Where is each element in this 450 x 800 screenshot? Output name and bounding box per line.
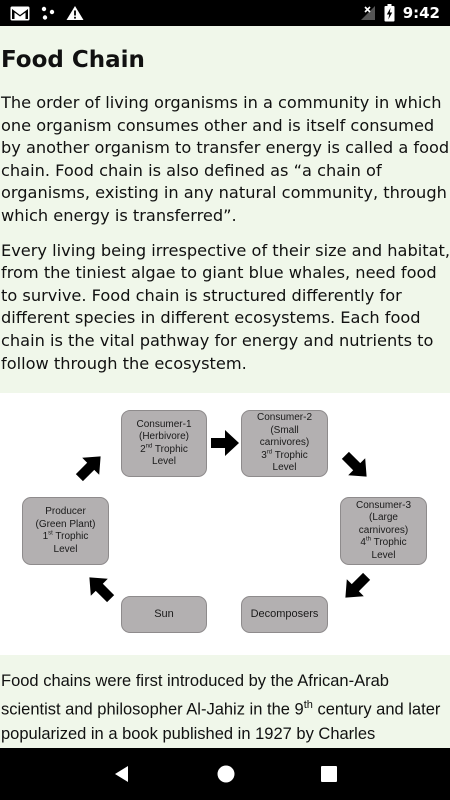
recents-button[interactable] [320, 765, 338, 783]
node-text [360, 537, 406, 550]
arrow-up-right-icon [73, 450, 107, 484]
paragraph-history [0, 669, 450, 746]
history-text: Food chains were first introduced by the African-Arab scientist and philosopher Al-Jahiz in the 9 [1, 672, 389, 719]
node-text: Level [371, 549, 396, 561]
node-text: Consumer-3 [355, 499, 412, 511]
node-text: nd [145, 443, 153, 450]
node-text: Trophic [152, 443, 188, 455]
food-chain-diagram [0, 393, 450, 655]
status-system [360, 4, 440, 22]
node-text: 1 [42, 531, 49, 543]
paragraph-definition: The order of living organisms in a community in which one organism consumes other and is itself consumed by another organism to transfer energy is called a food chain. Food chain is also defined as “a chain of organisms, existing in any natural community, through which energy is transferred”. [1, 93, 450, 225]
navigation-bar [0, 748, 450, 800]
node-consumer-3 [340, 497, 427, 565]
node-decomposers [241, 596, 328, 633]
node-text: rd [266, 449, 273, 456]
node-text: 3 [261, 449, 267, 461]
node-text: Trophic [52, 531, 89, 543]
node-text: carnivores) [259, 437, 310, 449]
recents-square-icon [320, 765, 338, 783]
node-sun [121, 596, 207, 633]
node-text: Producer [45, 506, 86, 518]
gmail-icon [10, 6, 30, 21]
node-consumer-1 [121, 410, 207, 477]
node-text: Level [272, 462, 297, 474]
node-text: Level [152, 456, 176, 468]
node-text: Level [53, 543, 78, 555]
node-text: Consumer-2 [256, 412, 313, 424]
node-text: 4 [360, 537, 366, 549]
arrow-down-left-icon [339, 570, 373, 604]
status-notifications [10, 5, 84, 21]
status-bar [0, 0, 450, 26]
back-button[interactable] [112, 764, 132, 784]
battery-charging-icon [384, 4, 395, 22]
no-signal-icon [360, 5, 376, 21]
node-text: carnivores) [358, 524, 409, 536]
arrow-right-icon [211, 430, 239, 456]
home-circle-icon [216, 764, 236, 784]
node-text [140, 444, 188, 457]
node-text: Trophic [272, 449, 308, 461]
page-title: Food Chain [1, 47, 145, 73]
node-text: (Large [369, 512, 398, 524]
arrow-down-right-icon [339, 449, 373, 483]
node-text: Trophic [371, 537, 407, 549]
node-consumer-2 [241, 410, 328, 477]
home-button[interactable] [216, 764, 236, 784]
paragraph-survival: Every living being irrespective of their size and habitat, from the tiniest algae to giant blue whales, need food to survive. Food chain is structured differently for different species in different ecosystems. Each food chain is the vital pathway for energy and nutrients to follow through the ecosystem. [1, 240, 450, 373]
node-text: (Herbivore) [138, 431, 189, 443]
node-text: 2 [140, 443, 146, 455]
history-text: century and later popularized in a book published in 1927 by Charles [1, 700, 441, 743]
node-text: (Green Plant) [35, 518, 96, 530]
dots-icon [40, 5, 56, 21]
node-text: Consumer-1 [136, 418, 192, 430]
node-producer [22, 497, 109, 565]
status-time: 9:42 [402, 4, 440, 22]
arrow-up-left-icon [83, 571, 117, 605]
node-text [261, 450, 307, 463]
warning-icon [66, 5, 84, 21]
node-text: th [365, 537, 371, 544]
node-text [43, 531, 89, 544]
article-content[interactable] [0, 26, 450, 748]
node-text: st [48, 530, 53, 537]
node-text: Sun [154, 608, 174, 621]
back-triangle-icon [112, 764, 132, 784]
history-superscript: th [303, 699, 313, 712]
node-text: Decomposers [250, 608, 319, 621]
node-text: (Small [270, 424, 299, 436]
